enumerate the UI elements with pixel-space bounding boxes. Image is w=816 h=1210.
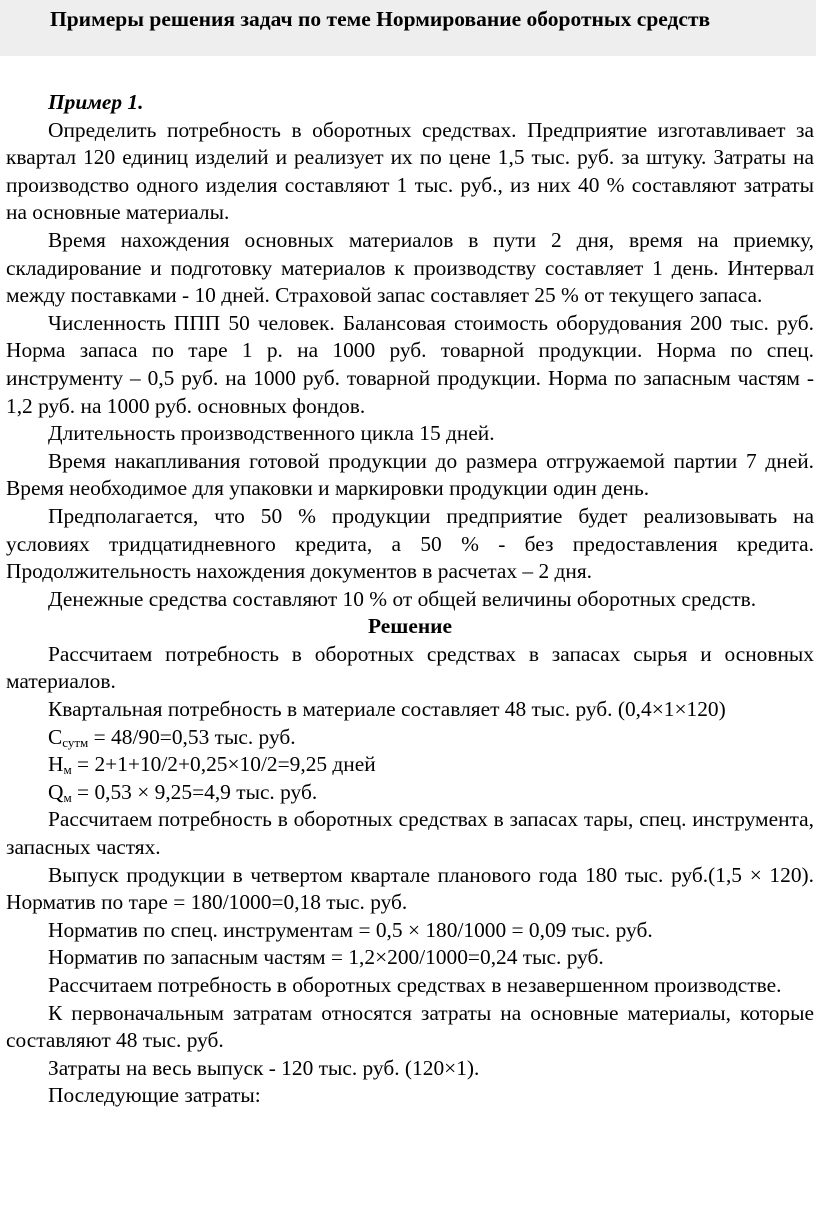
example-title: Пример 1. xyxy=(48,90,144,114)
solution-paragraph-8: К первоначальным затратам относятся затраты на основные материалы, которые составляют 48 тыс. руб. xyxy=(6,1000,814,1053)
solution-paragraph-3: Рассчитаем потребность в оборотных средствах в запасах тары, спец. инструмента, запасных частях. xyxy=(6,807,814,860)
header-bar xyxy=(0,0,816,56)
document-body xyxy=(6,89,814,1110)
solution-paragraph-5: Норматив по спец. инструментам = 0,5 × 180/1000 = 0,09 тыс. руб. xyxy=(48,917,653,942)
task-paragraph-6: Предполагается, что 50 % продукции предприятие будет реализовывать на условиях тридцатидневного кредита, а 50 % - без предоставления кредита. Продолжительность нахождения документов в расчетах – 2 дня. xyxy=(6,503,814,584)
formula-material-need: $Q_м = 0,53 \times 9,25=4,9$ тыс. руб. xyxy=(48,779,318,805)
task-paragraph-3: Численность ППП 50 человек. Балансовая стоимость оборудования 200 тыс. руб. Норма запаса по таре 1 р. на 1000 руб. товарной продукции. Норма по спец. инструменту – 0,5 руб. на 1000 руб. товарной продукции. Норма по запасным частям - 1,2 руб. на 1000 руб. основных фондов. xyxy=(6,310,814,418)
solution-paragraph-9: Затраты на весь выпуск - 120 тыс. руб. (120×1). xyxy=(48,1055,480,1080)
solution-paragraph-1: Рассчитаем потребность в оборотных средствах в запасах сырья и основных материалов. xyxy=(6,641,814,694)
solution-paragraph-2: Квартальная потребность в материале составляет 48 тыс. руб. (0,4×1×120) xyxy=(48,697,726,722)
page-title: Примеры решения задач по теме Нормирование оборотных средств xyxy=(50,7,711,31)
formula-daily-consumption: $С_{сутм} = 48/90=0,53$ тыс. руб. xyxy=(48,724,296,750)
solution-paragraph-6: Норматив по запасным частям = 1,2×200/1000=0,24 тыс. руб. xyxy=(48,945,604,970)
task-paragraph-5: Время накапливания готовой продукции до размера отгружаемой партии 7 дней. Время необходимое для упаковки и маркировки продукции один день. xyxy=(6,448,814,501)
task-paragraph-1: Определить потребность в оборотных средствах. Предприятие изготавливает за квартал 120 единиц изделий и реализует их по цене 1,5 тыс. руб. за штуку. Затраты на производство одного изделия составляют 1 тыс. руб., из них 40 % составляют затраты на основные материалы. xyxy=(6,117,814,225)
task-paragraph-7: Денежные средства составляют 10 % от общей величины оборотных средств. xyxy=(48,586,757,611)
solution-paragraph-10: Последующие затраты: xyxy=(48,1083,261,1108)
formula-stock-norm: $Н_м = 2+1+10/2+0,25\times 10/2=9,25$ дней xyxy=(48,752,376,778)
task-paragraph-4: Длительность производственного цикла 15 дней. xyxy=(48,421,495,446)
solution-paragraph-4: Выпуск продукции в четвертом квартале планового года 180 тыс. руб.(1,5 × 120). Норматив по таре = 180/1000=0,18 тыс. руб. xyxy=(6,862,814,915)
solution-paragraph-7: Рассчитаем потребность в оборотных средствах в незавершенном производстве. xyxy=(48,973,782,997)
task-paragraph-2: Время нахождения основных материалов в пути 2 дня, время на приемку, складирование и подготовку материалов к производству составляет 1 день. Интервал между поставками - 10 дней. Страховой запас составляет 25 % от текущего запаса. xyxy=(6,227,814,308)
solution-title: Решение xyxy=(368,614,452,639)
